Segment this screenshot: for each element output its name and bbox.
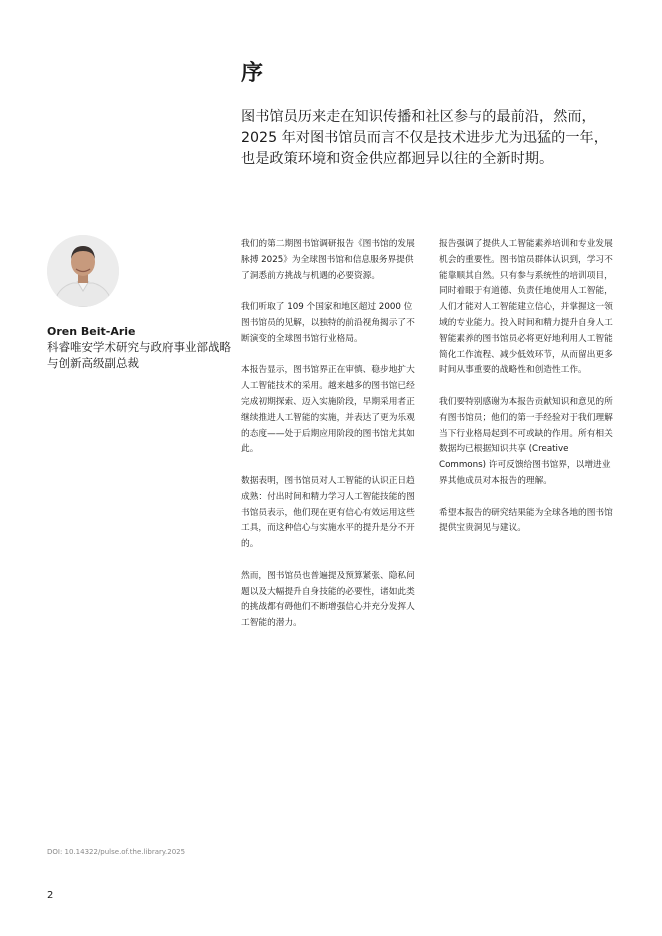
- paragraph: 我们要特别感谢为本报告贡献知识和意见的所有图书馆员；他们的第一手经验对于我们理解当下行业格局起到不可或缺的作用。所有相关数据均已根据知识共享 (Creative Commons) 许可反馈给图书馆界，以增进业界其他成员对本报告的理解。: [439, 396, 613, 486]
- person-icon: [47, 235, 119, 307]
- body-column-right: [439, 237, 616, 553]
- page-number: 2: [47, 890, 54, 901]
- author-role: 科睿唯安学术研究与政府事业部战略与创新高级副总裁: [47, 340, 231, 370]
- paragraph: 我们的第二期图书馆调研报告《图书馆的发展脉搏 2025》为全球图书馆和信息服务界提供了洞悉前方挑战与机遇的必要资源。: [241, 239, 415, 281]
- doi-reference: DOI: 10.14322/pulse.of.the.library.2025: [47, 848, 186, 856]
- paragraph: 我们听取了 109 个国家和地区超过 2000 位图书馆员的见解，以独特的前沿视角揭示了不断演变的全球图书馆行业格局。: [241, 302, 415, 344]
- author-portrait: [47, 235, 119, 307]
- paragraph: 然而，图书馆员也普遍提及预算紧张、隐私问题以及大幅提升自身技能的必要性，诸如此类的挑战都有碍他们不断增强信心并充分发挥人工智能的潜力。: [241, 570, 415, 629]
- paragraph: 本报告显示，图书馆界正在审慎、稳步地扩大人工智能技术的采用。越来越多的图书馆已经完成初期探索、迈入实施阶段，早期采用者正继续推进人工智能的实施，并表达了更为乐观的态度——处于后期应用阶段的图书馆尤其如此。: [241, 365, 415, 455]
- author-name: Oren Beit-Arie: [47, 325, 136, 338]
- paragraph: 数据表明，图书馆员对人工智能的认识正日趋成熟：付出时间和精力学习人工智能技能的图书馆员表示，他们现在更有信心有效运用这些工具，而这种信心与实施水平的提升是分不开的。: [241, 475, 415, 550]
- intro-text: 图书馆员历来走在知识传播和社区参与的最前沿，然而，2025 年对图书馆员而言不仅是技术进步尤为迅猛的一年，也是政策环境和资金供应都迥异以往的全新时期。: [241, 109, 608, 167]
- page-title: 序: [241, 61, 264, 86]
- paragraph: 希望本报告的研究结果能为全球各地的图书馆提供宝贵洞见与建议。: [439, 507, 613, 534]
- body-column-left: [241, 237, 418, 648]
- paragraph: 报告强调了提供人工智能素养培训和专业发展机会的重要性。图书馆员群体认识到，学习不能靠顺其自然。只有参与系统性的培训项目，同时着眼于有道德、负责任地使用人工智能，人们才能对人工智能建立信心，并掌握这一领域的专业能力。投入时间和精力提升自身人工智能素养的图书馆员必将更好地利用人工智能简化工作流程、减少低效环节，从而留出更多时间从事重要的战略性和创造性工作。: [439, 239, 613, 376]
